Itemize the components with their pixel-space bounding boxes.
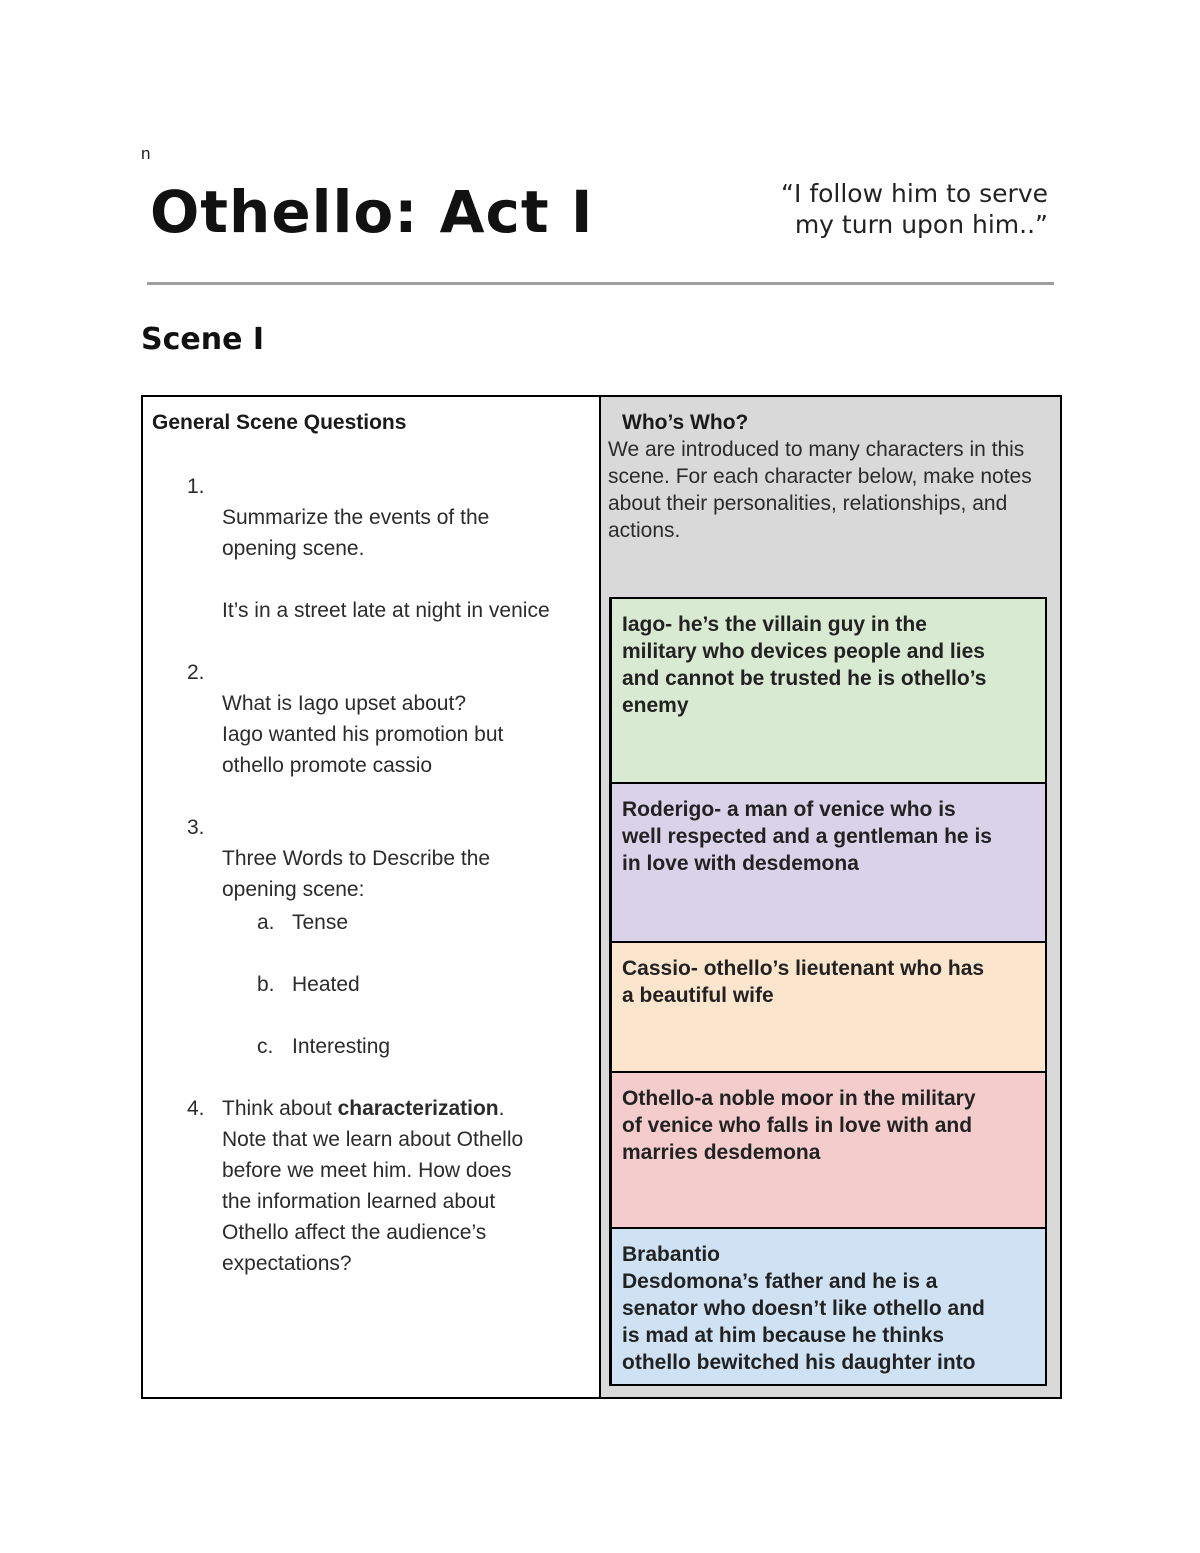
question-text[interactable]: Summarize the events of the opening scene. [222, 506, 490, 560]
bold-term: characterization [337, 1097, 499, 1120]
question-number: 3. [187, 816, 205, 839]
question-number: 4. [187, 1097, 205, 1120]
whos-who-heading[interactable]: Who’s Who? [622, 411, 749, 434]
question-text[interactable]: What is Iago upset about? [222, 692, 466, 715]
word-letter: a. [257, 911, 275, 934]
character-note-cassio[interactable]: Cassio- othello’s lieutenant who has a beautiful wife [612, 941, 1045, 1071]
whos-who-intro[interactable]: We are introduced to many characters in this scene. For each character below, make notes about their personalities, relationships, and actions. [608, 438, 1032, 542]
general-questions-column [143, 397, 601, 1397]
character-list [609, 597, 1047, 1386]
word-answer[interactable]: Interesting [292, 1035, 391, 1058]
word-answer[interactable]: Heated [292, 973, 360, 996]
general-questions-heading[interactable]: General Scene Questions [152, 411, 407, 434]
scene-heading: Scene I [141, 322, 265, 357]
header-divider [147, 282, 1054, 285]
word-letter: b. [257, 973, 275, 996]
answer-text[interactable]: It’s in a street late at night in venice [222, 599, 550, 622]
character-note-roderigo[interactable]: Roderigo- a man of venice who is well respected and a gentleman he is in love with desdemona [612, 782, 1045, 941]
character-note-iago[interactable]: Iago- he’s the villain guy in the military who devices people and lies and cannot be trusted he is othello’s enemy [612, 599, 1045, 782]
word-letter: c. [257, 1035, 274, 1058]
page-title: Othello: Act I [150, 178, 594, 246]
question-text[interactable]: Think about characterization. Note that we learn about Othello before we meet him. How does the information learned about Othello affect the audience’s expectations? [222, 1097, 524, 1275]
word-answer[interactable]: Tense [292, 911, 349, 934]
question-number: 2. [187, 661, 205, 684]
scene-table [141, 395, 1062, 1399]
character-note-brabantio[interactable]: Brabantio Desdomona’s father and he is a senator who doesn’t like othello and is mad at him because he thinks othello bewitched his daughter into [612, 1227, 1045, 1384]
question-text[interactable]: Three Words to Describe the opening scene: [222, 847, 491, 901]
header-quote: “I follow him to serve my turn upon him..” [781, 179, 1048, 239]
character-note-othello[interactable]: Othello-a noble moor in the military of venice who falls in love with and marries desdemona [612, 1071, 1045, 1227]
stray-character: n [141, 144, 151, 163]
answer-text[interactable]: Iago wanted his promotion but othello promote cassio [222, 723, 504, 777]
whos-who-column [601, 397, 1060, 1397]
question-number: 1. [187, 475, 205, 498]
